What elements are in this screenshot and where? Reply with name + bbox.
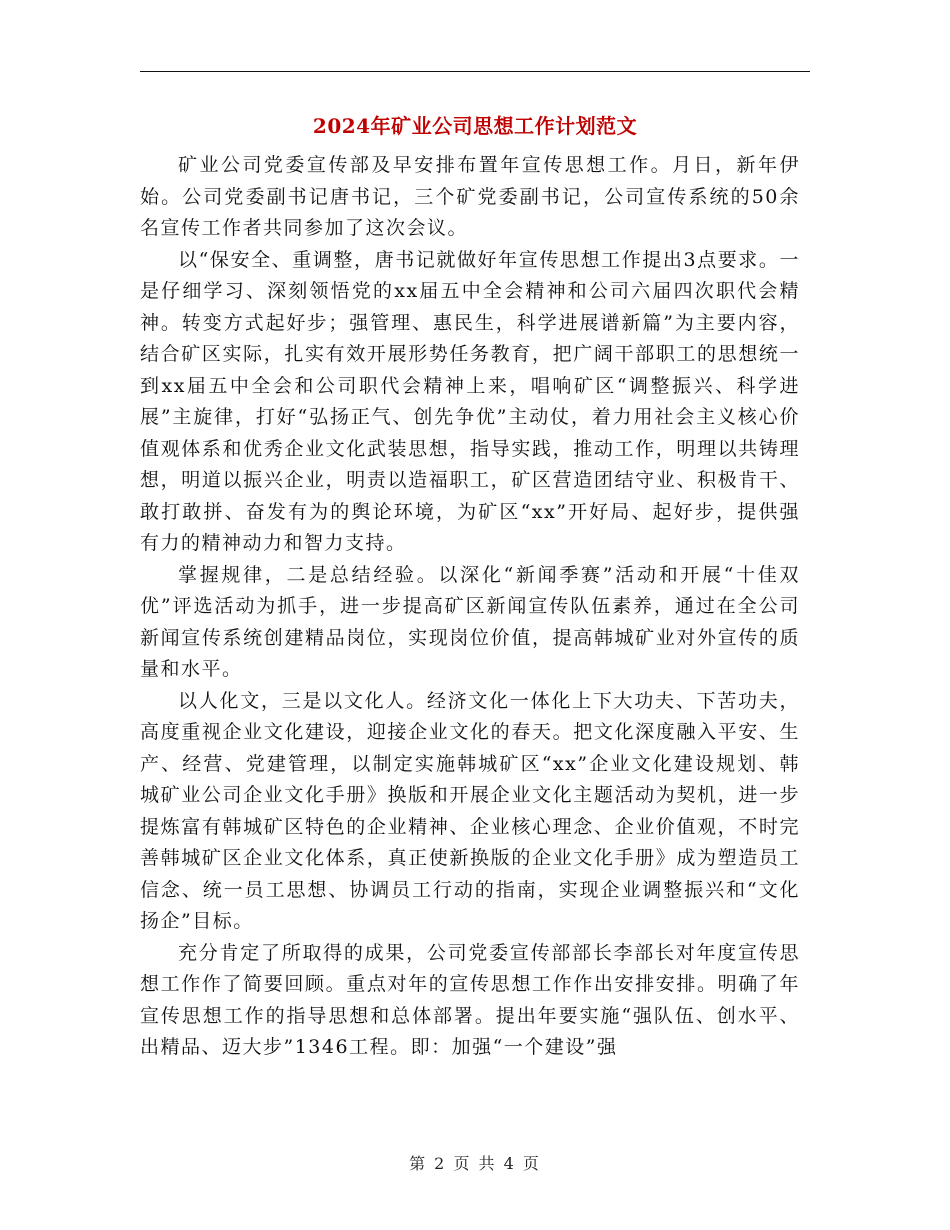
document-body — [140, 150, 800, 1064]
paragraph-2: 以“保安全、重调整，唐书记就做好年宣传思想工作提出3点要求。一是仔细学习、深刻领悟党的xx届五中全会精神和公司六届四次职代会精神。转变方式起好步；强管理、惠民生，科学进展谱新篇”为主要内容，结合矿区实际，扎实有效开展形势任务教育，把广阔干部职工的思想统一到xx届五中全会和公司职代会精神上来，唱响矿区“调整振兴、科学进展”主旋律，打好“弘扬正气、创先争优”主动仗，着力用社会主义核心价值观体系和优秀企业文化武装思想，指导实践，推动工作，明理以共铸理想，明道以振兴企业，明责以造福职工，矿区营造团结守业、积极肯干、敢打敢拼、奋发有为的舆论环境，为矿区“xx”开好局、起好步，提供强有力的精神动力和智力支持。 — [140, 248, 800, 554]
document-title: 2024年矿业公司思想工作计划范文 — [312, 114, 638, 138]
paragraph-1: 矿业公司党委宣传部及早安排布置年宣传思想工作。月日，新年伊始。公司党委副书记唐书记，三个矿党委副书记，公司宣传系统的50余名宣传工作者共同参加了这次会议。 — [140, 154, 800, 239]
header-rule — [140, 71, 810, 72]
paragraph-3: 掌握规律，二是总结经验。以深化“新闻季赛”活动和开展“十佳双优”评选活动为抓手，进一步提高矿区新闻宣传队伍素养，通过在全公司新闻宣传系统创建精品岗位，实现岗位价值，提高韩城矿业对外宣传的质量和水平。 — [140, 563, 800, 680]
page-number-footer: 第 2 页 共 4 页 — [409, 1154, 541, 1173]
paragraph-4: 以人化文，三是以文化人。经济文化一体化上下大功夫、下苦功夫，高度重视企业文化建设，迎接企业文化的春天。把文化深度融入平安、生产、经营、党建管理，以制定实施韩城矿区“xx”企业文化建设规划、韩城矿业公司企业文化手册》换版和开展企业文化主题活动为契机，进一步提炼富有韩城矿区特色的企业精神、企业核心理念、企业价值观，不时完善韩城矿区企业文化体系，真正使新换版的企业文化手册》成为塑造员工信念、统一员工思想、协调员工行动的指南，实现企业调整振兴和“文化扬企”目标。 — [140, 689, 800, 932]
paragraph-5: 充分肯定了所取得的成果，公司党委宣传部部长李部长对年度宣传思想工作作了简要回顾。重点对年的宣传思想工作作出安排安排。明确了年宣传思想工作的指导思想和总体部署。提出年要实施“强队伍、创水平、出精品、迈大步”1346工程。即：加强“一个建设”强 — [140, 941, 800, 1058]
